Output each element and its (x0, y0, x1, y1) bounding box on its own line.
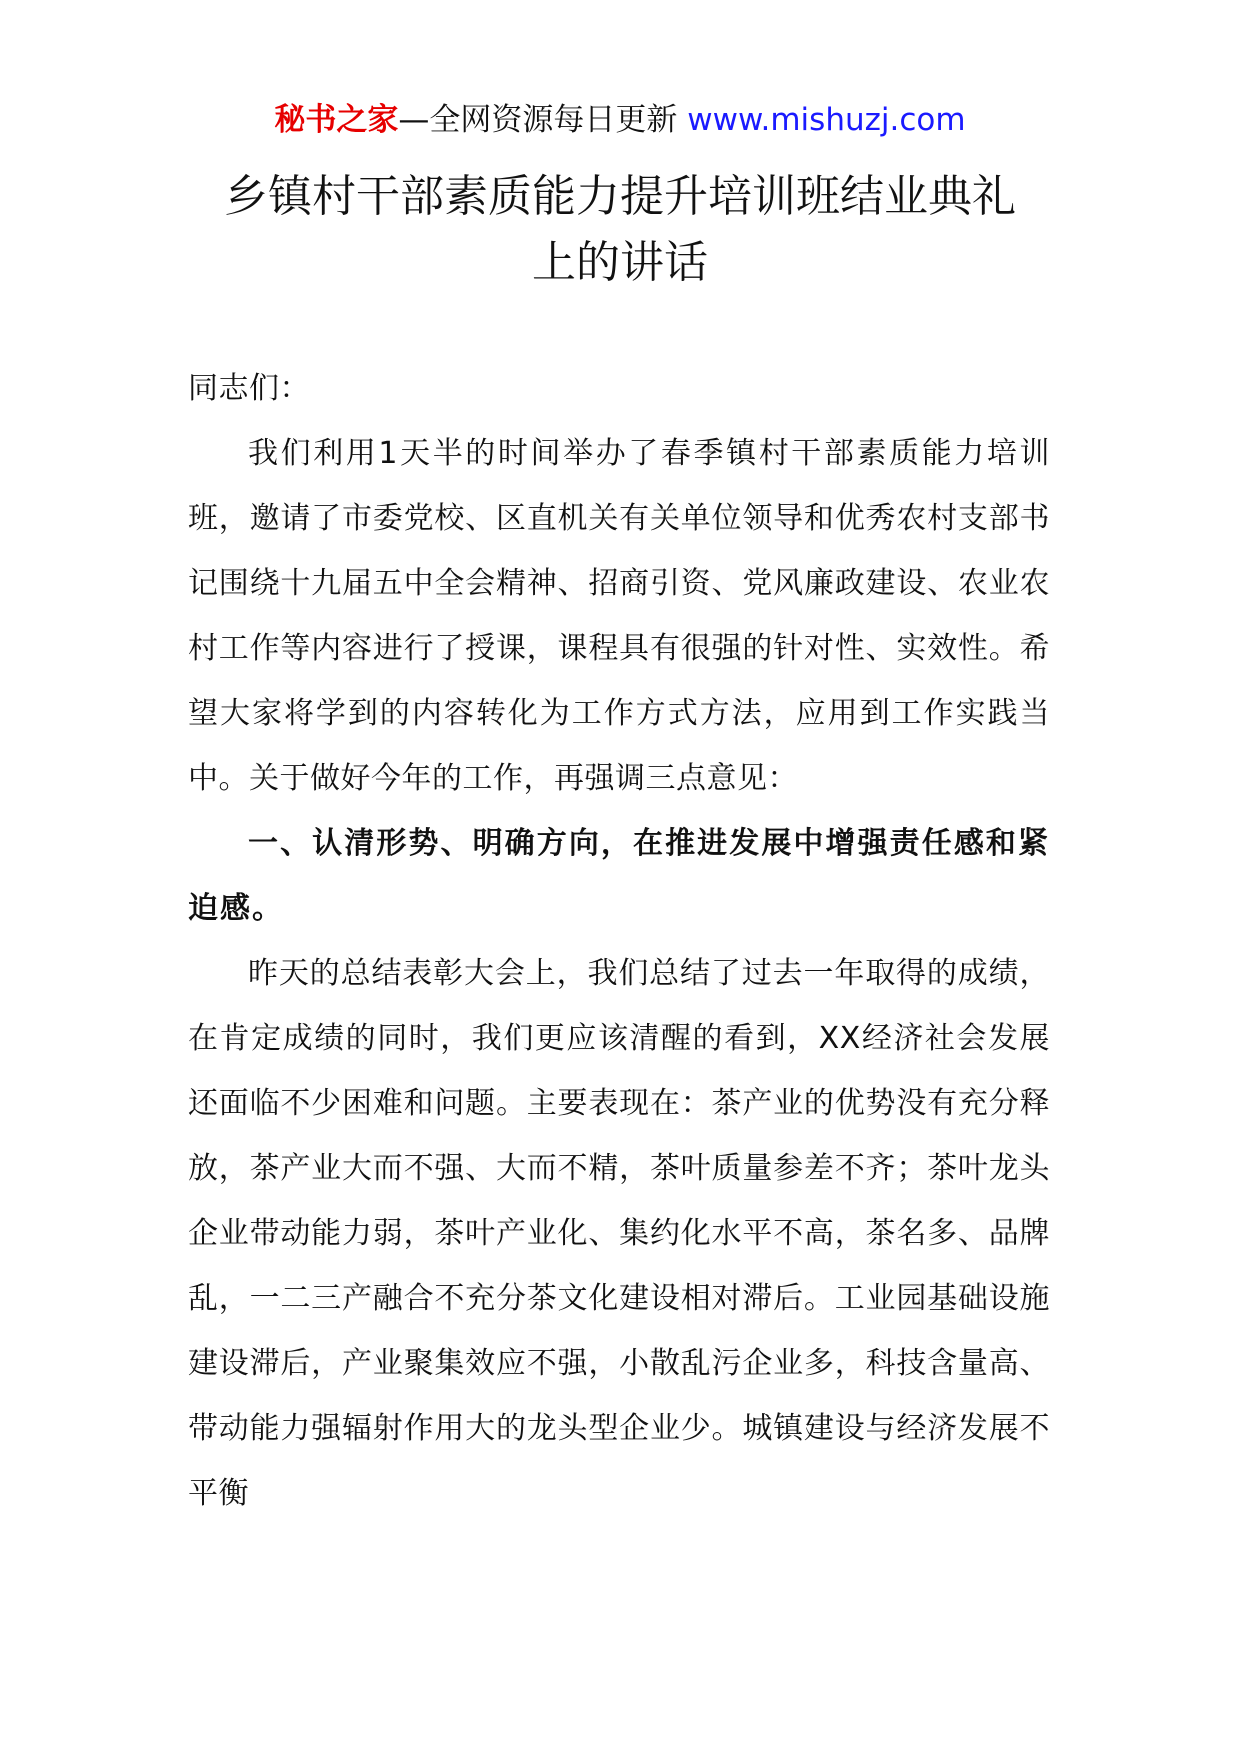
title-line-1: 乡镇村干部素质能力提升培训班结业典礼 (224, 171, 1016, 222)
document-title (150, 164, 1090, 296)
brand-name: 秘书之家 (274, 102, 399, 138)
paragraph-situation: 昨天的总结表彰大会上，我们总结了过去一年取得的成绩，在肯定成绩的同时，我们更应该清醒的看到，XX经济社会发展还面临不少困难和问题。主要表现在：茶产业的优势没有充分释放，茶产业大而不强、大而不精，茶叶质量参差不齐；茶叶龙头企业带动能力弱，茶叶产业化、集约化水平不高，茶名多、品牌乱，一二三产融合不充分茶文化建设相对滞后。工业园基础设施建设滞后，产业聚集效应不强，小散乱污企业多，科技含量高、带动能力强辐射作用大的龙头型企业少。城镇建设与经济发展不平衡 (188, 956, 1050, 1511)
website-link[interactable]: www.mishuzj.com (687, 102, 966, 138)
paragraph-intro: 我们利用1天半的时间举办了春季镇村干部素质能力培训班，邀请了市委党校、区直机关有关单位领导和优秀农村支部书记围绕十九届五中全会精神、招商引资、党风廉政建设、农业农村工作等内容进行了授课，课程具有很强的针对性、实效性。希望大家将学到的内容转化为工作方式方法，应用到工作实践当中。关于做好今年的工作，再强调三点意见： (188, 436, 1050, 796)
banner-slogan: —全网资源每日更新 (398, 102, 688, 138)
section-heading-1: 一、认清形势、明确方向，在推进发展中增强责任感和紧迫感。 (188, 826, 1050, 926)
site-banner (0, 100, 1240, 140)
title-line-2: 上的讲话 (532, 237, 708, 288)
salutation: 同志们： (188, 371, 310, 406)
speech-body (188, 356, 1050, 1526)
